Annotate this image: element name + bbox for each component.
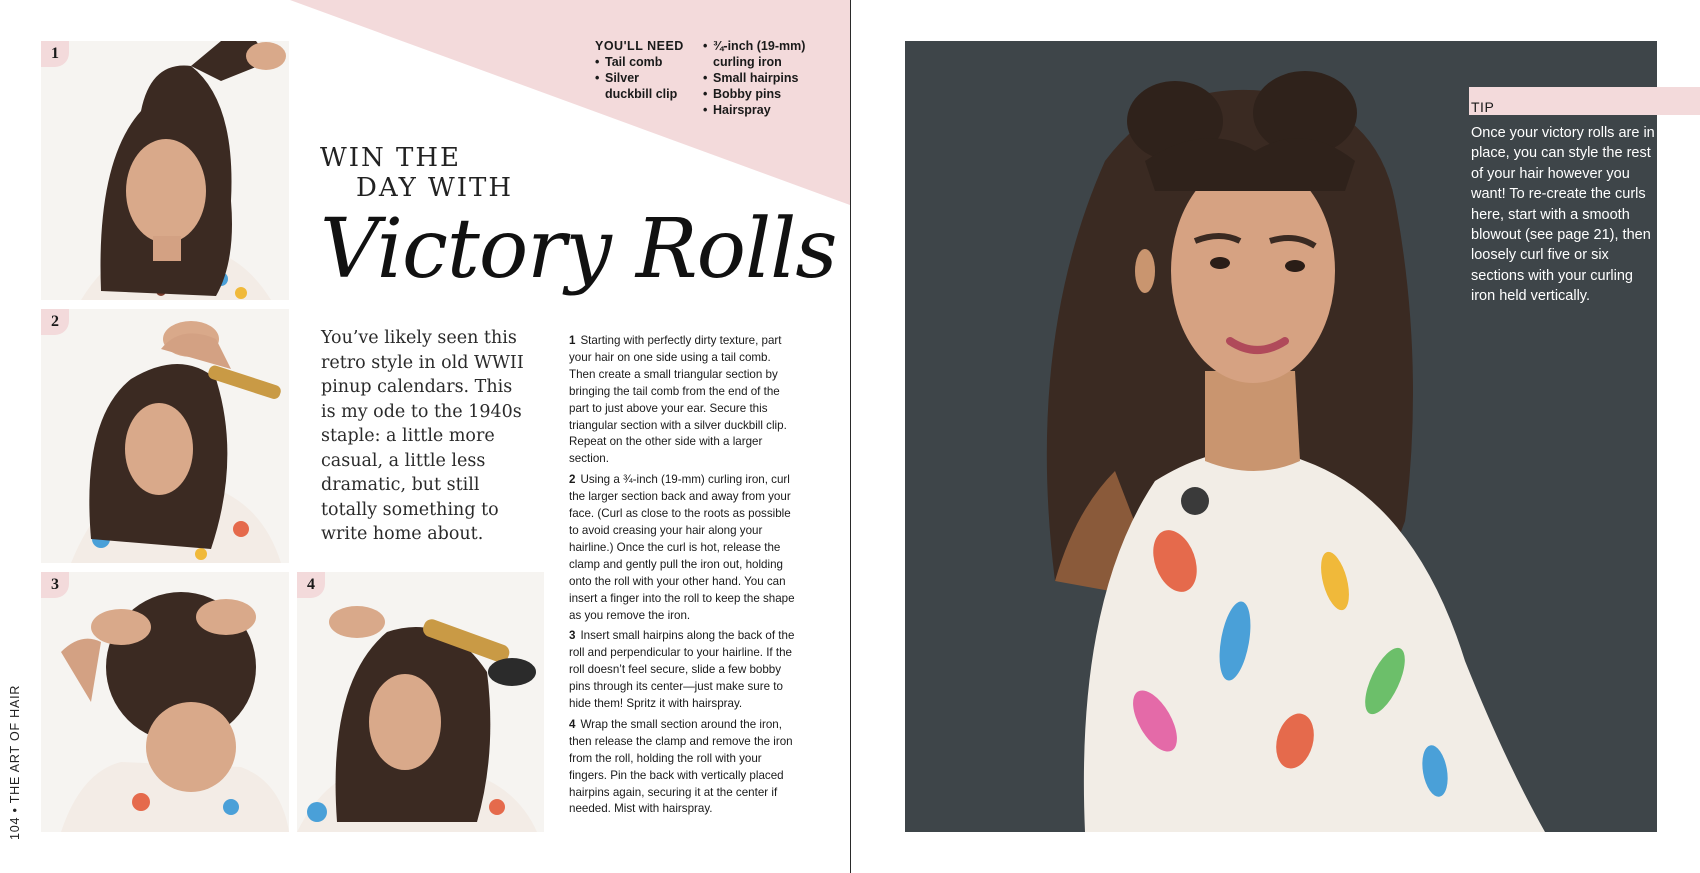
tip-label: TIP <box>1471 99 1495 115</box>
step-1 <box>569 333 799 468</box>
step-2 <box>569 472 799 624</box>
step-photo-2 <box>41 309 289 563</box>
page-title: Victory Rolls <box>320 202 837 297</box>
step-text: Insert small hairpins along the back of the roll and perpendicular to your hairline. If the roll doesn’t feel secure, slide a few bobby pins through its center—just make sure to hide them! Spritz it with hairspray. <box>569 629 795 711</box>
step-badge: 4 <box>297 572 325 598</box>
tip-text: Once your victory rolls are in place, you can style the rest of your hair however you want! To re-create the curls here, start with a smooth blowout (see page 21), then loosely curl five or six sections with your curling iron held vertically. <box>1471 125 1655 305</box>
step-photo-1 <box>41 41 289 300</box>
step-badge: 1 <box>41 41 69 67</box>
step-number: 4 <box>569 717 576 731</box>
step-number: 1 <box>569 334 576 347</box>
step-3 <box>569 628 799 713</box>
step-number: 3 <box>569 629 576 643</box>
supply-item: • ¾-inch (19-mm) curling iron <box>703 38 809 70</box>
supplies-title: YOU'LL NEED <box>595 39 684 53</box>
step-photo-4 <box>297 572 544 832</box>
supply-item: • Silver duckbill clip <box>595 70 681 102</box>
headline-kicker <box>320 143 513 203</box>
page-folio: 104 • THE ART OF HAIR <box>8 684 22 840</box>
kicker-line-2: DAY WITH <box>356 173 514 203</box>
step-photo-3 <box>41 572 289 832</box>
supply-item: • Bobby pins <box>703 86 809 102</box>
tip-accent-bar <box>1469 87 1700 115</box>
right-page <box>851 0 1700 873</box>
supplies-list <box>595 38 684 102</box>
step-text: Starting with perfectly dirty texture, part your hair on one side using a tail comb. Then create a small triangular section by bringing the tail comb from the end of the part to just above your ear. Secure this triangular section with a silver duckbill clip. Repeat on the other side with a larger section. <box>569 334 787 466</box>
step-badge: 3 <box>41 572 69 598</box>
instruction-steps <box>569 333 799 822</box>
supply-item: • Hairspray <box>703 102 809 118</box>
intro-paragraph: You’ve likely seen this retro style in old WWII pinup calendars. This is my ode to the 1940s staple: a little more casual, a little less dramatic, but still totally something to write home about. <box>321 328 524 544</box>
step-text: Wrap the small section around the iron, then release the clamp and remove the iron from the roll, holding the roll with your fingers. Pin the back with vertically placed hairpins again, securing it at the center if needed. Mist with hairspray. <box>569 717 793 816</box>
supply-item: • Small hairpins <box>703 70 809 86</box>
kicker-line-1: WIN THE <box>320 143 462 173</box>
supply-item: • Tail comb <box>595 54 684 70</box>
step-4 <box>569 717 799 818</box>
step-text: Using a ¾-inch (19-mm) curling iron, curl the larger section back and away from your face. (Curl as close to the roots as possible to avoid creasing your hair along your hairline.) Once the curl is hot, release the clamp and gently pull the iron out, holding onto the roll with your other hand. You can insert a finger into the roll to keep the shape as you remove the iron. <box>569 473 795 622</box>
step-number: 2 <box>569 473 576 487</box>
step-badge: 2 <box>41 309 69 335</box>
supplies-list-col2 <box>703 38 809 118</box>
